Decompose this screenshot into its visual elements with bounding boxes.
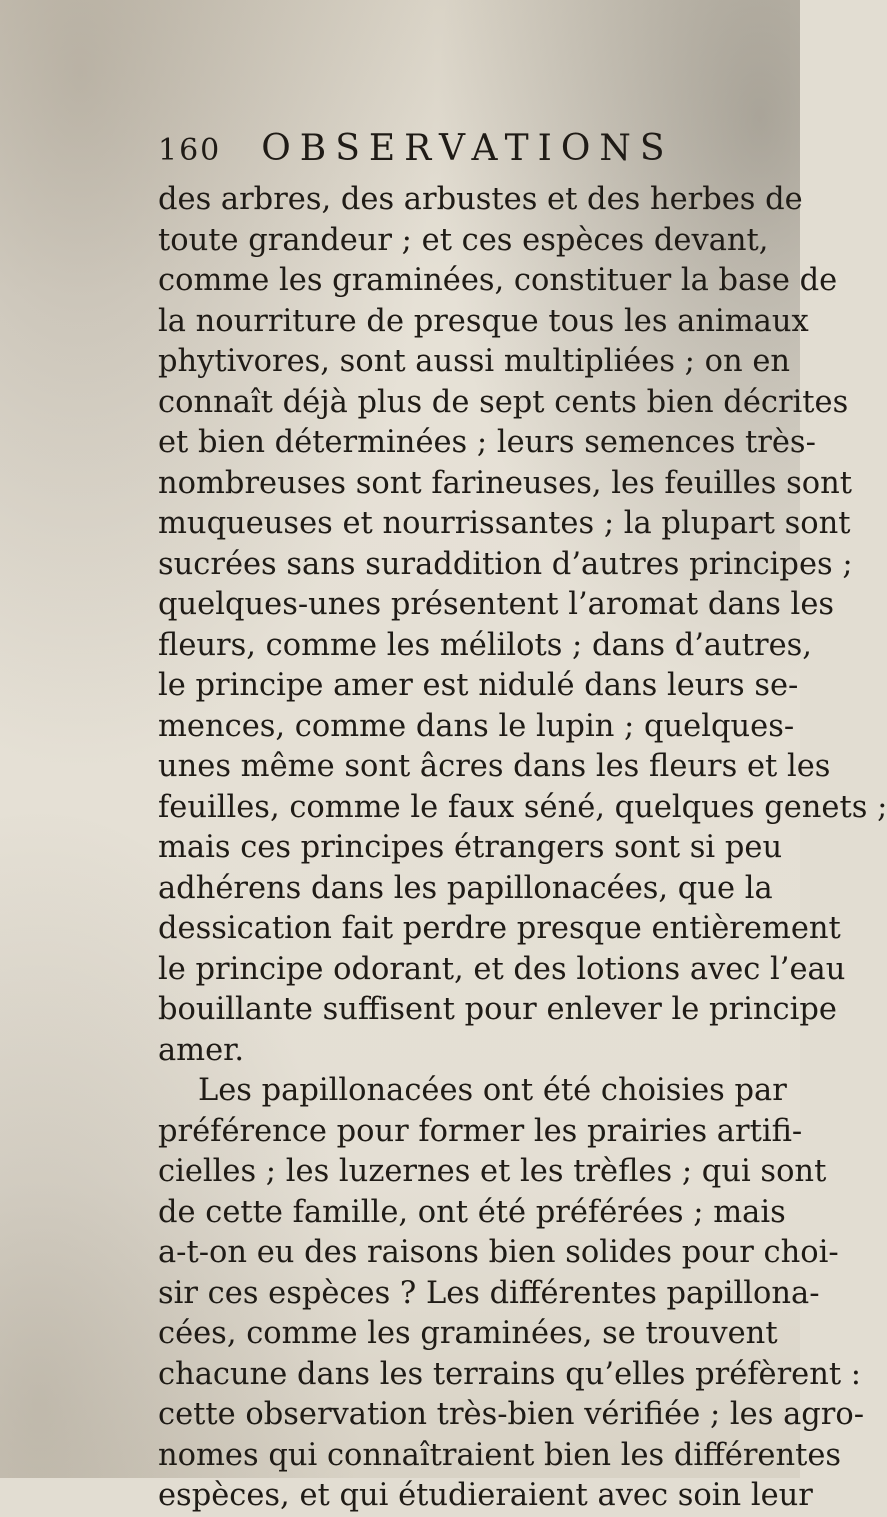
paragraph-start-line: Les papillonacées ont été choisies par — [198, 1073, 787, 1108]
text-line: mais ces principes étrangers sont si peu — [158, 830, 783, 865]
page-header — [158, 128, 674, 169]
text-line: feuilles, comme le faux séné, quelques genets ; — [158, 789, 887, 825]
text-line: mences, comme dans le lupin ; quelques- — [158, 708, 795, 744]
text-line: adhérens dans les papillonacées, que la — [158, 870, 773, 906]
text-line: comme les graminées, constituer la base de — [158, 263, 838, 298]
page-number: 160 — [158, 133, 222, 168]
text-line: chacune dans les terrains qu’elles préfèrent : — [158, 1356, 862, 1392]
text-line: nombreuses sont farineuses, les feuilles sont — [158, 465, 852, 501]
text-line: le principe odorant, et des lotions avec l’eau — [158, 951, 846, 987]
text-line: préférence pour former les prairies artifi- — [158, 1113, 803, 1149]
text-line: de cette famille, ont été préférées ; mais — [158, 1194, 786, 1230]
text-line: nomes qui connaîtraient bien les différentes — [158, 1437, 842, 1473]
text-line: connaît déjà plus de sept cents bien décrites — [158, 384, 849, 420]
text-line: amer. — [158, 1032, 245, 1068]
body-text — [158, 180, 887, 1517]
text-line: muqueuses et nourrissantes ; la plupart sont — [158, 506, 851, 541]
text-line: sucrées sans suraddition d’autres principes ; — [158, 546, 853, 582]
text-line: le principe amer est nidulé dans leurs se- — [158, 668, 799, 703]
text-line: quelques-unes présentent l’aromat dans les — [158, 587, 835, 622]
text-line: dessication fait perdre presque entièrement — [158, 911, 841, 946]
text-line: la nourriture de presque tous les animaux — [158, 303, 809, 339]
text-line: phytivores, sont aussi multipliées ; on en — [158, 344, 791, 379]
text-line: des arbres, des arbustes et des herbes de — [158, 182, 803, 217]
text-line: espèces, et qui étudieraient avec soin leur — [158, 1478, 813, 1513]
text-line: et bien déterminées ; leurs semences très- — [158, 425, 816, 460]
text-line: cielles ; les luzernes et les trèfles ; qui sont — [158, 1154, 827, 1189]
text-line: a-t-on eu des raisons bien solides pour choi- — [158, 1235, 839, 1270]
text-line: bouillante suffisent pour enlever le principe — [158, 992, 837, 1027]
text-line: toute grandeur ; et ces espèces devant, — [158, 222, 769, 258]
text-line: cette observation très-bien vérifiée ; les agro- — [158, 1397, 865, 1432]
text-line: fleurs, comme les mélilots ; dans d’autres, — [158, 627, 812, 663]
text-line: unes même sont âcres dans les fleurs et les — [158, 749, 831, 784]
running-title: OBSERVATIONS — [261, 128, 674, 169]
text-line: sir ces espèces ? Les différentes papillona- — [158, 1275, 820, 1311]
text-line: cées, comme les graminées, se trouvent — [158, 1316, 778, 1351]
